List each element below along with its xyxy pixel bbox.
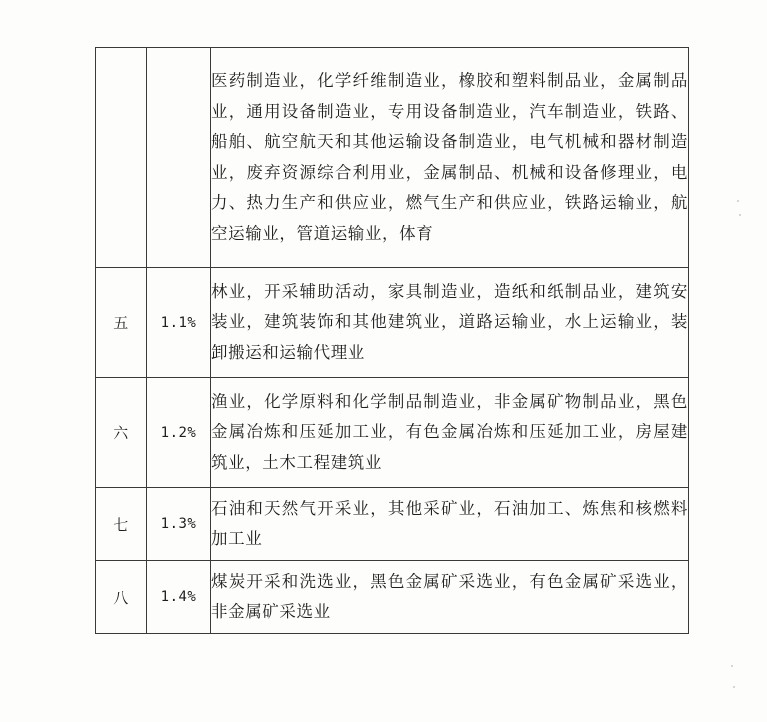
rate-cell: 1.1% bbox=[147, 268, 211, 378]
scan-speck bbox=[731, 665, 733, 667]
industry-rate-table bbox=[95, 47, 689, 634]
grade-cell: 八 bbox=[96, 561, 147, 634]
scan-speck bbox=[733, 686, 735, 688]
industries-cell: 煤炭开采和洗选业，黑色金属矿采选业，有色金属矿采选业，非金属矿采选业 bbox=[211, 561, 689, 634]
table-row bbox=[96, 561, 689, 634]
table-row bbox=[96, 488, 689, 561]
scan-speck bbox=[737, 200, 739, 202]
grade-cell: 六 bbox=[96, 378, 147, 488]
industries-cell: 石油和天然气开采业，其他采矿业，石油加工、炼焦和核燃料加工业 bbox=[211, 488, 689, 561]
rate-cell bbox=[147, 48, 211, 268]
rate-cell: 1.2% bbox=[147, 378, 211, 488]
table-row bbox=[96, 268, 689, 378]
grade-cell: 七 bbox=[96, 488, 147, 561]
scan-speck bbox=[739, 214, 741, 216]
rate-cell: 1.3% bbox=[147, 488, 211, 561]
industries-cell: 渔业，化学原料和化学制品制造业，非金属矿物制品业，黑色金属冶炼和压延加工业，有色金属冶炼和压延加工业，房屋建筑业，土木工程建筑业 bbox=[211, 378, 689, 488]
rate-cell: 1.4% bbox=[147, 561, 211, 634]
table-row bbox=[96, 48, 689, 268]
table-row bbox=[96, 378, 689, 488]
grade-cell: 五 bbox=[96, 268, 147, 378]
grade-cell bbox=[96, 48, 147, 268]
industries-cell: 医药制造业，化学纤维制造业，橡胶和塑料制品业，金属制品业，通用设备制造业，专用设备制造业，汽车制造业，铁路、船舶、航空航天和其他运输设备制造业，电气机械和器材制造业，废弃资源综合利用业，金属制品、机械和设备修理业，电力、热力生产和供应业，燃气生产和供应业，铁路运输业，航空运输业，管道运输业，体育 bbox=[211, 48, 689, 268]
industries-cell: 林业，开采辅助活动，家具制造业，造纸和纸制品业，建筑安装业，建筑装饰和其他建筑业，道路运输业，水上运输业，装卸搬运和运输代理业 bbox=[211, 268, 689, 378]
